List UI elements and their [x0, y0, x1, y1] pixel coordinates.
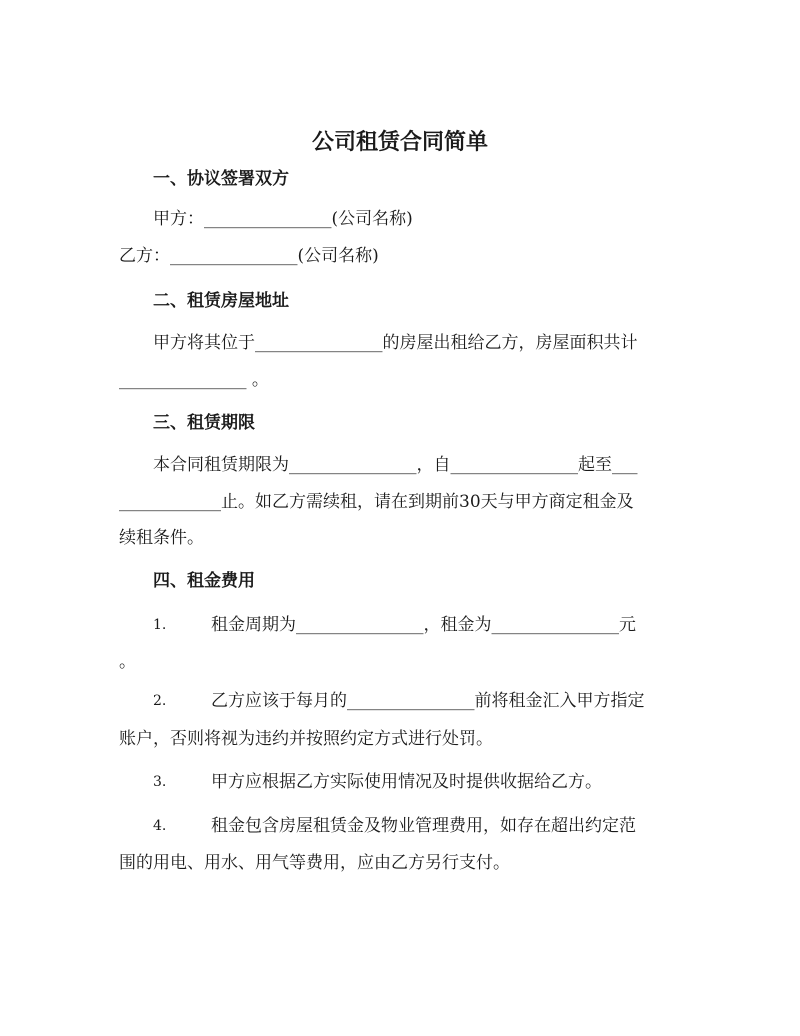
- rent-item-number: 3.: [153, 774, 167, 790]
- rent-item-4-line-1: 租金包含房屋租赁金及物业管理费用，如存在超出约定范: [211, 816, 636, 836]
- section-heading-address: 二、租赁房屋地址: [153, 291, 289, 311]
- section-heading-parties: 一、协议签署双方: [153, 169, 289, 189]
- document-title: 公司租赁合同简单: [311, 129, 488, 155]
- rent-item-2-line-2: 账户，否则将视为违约并按照约定方式进行处罚。: [119, 729, 493, 749]
- rent-item-2-line-1: 乙方应该于每月的_______________前将租金汇入甲方指定: [211, 691, 645, 711]
- party-b-line: 乙方：_______________(公司名称): [119, 246, 379, 266]
- term-line-2: ____________止。如乙方需续租，请在到期前30天与甲方商定租金及: [119, 492, 634, 512]
- term-line-3: 续租条件。: [119, 528, 204, 548]
- address-line-1: 甲方将其位于_______________的房屋出租给乙方，房屋面积共计: [153, 333, 638, 353]
- rent-item-number: 2.: [153, 693, 167, 709]
- party-a-line: 甲方：_______________(公司名称): [153, 209, 413, 229]
- rent-item-number: 1.: [153, 617, 167, 633]
- section-heading-rent: 四、租金费用: [153, 571, 255, 591]
- rent-item-4-line-2: 围的用电、用水、用气等费用，应由乙方另行支付。: [119, 853, 510, 873]
- term-line-1: 本合同租赁期限为_______________，自_______________起至___: [153, 455, 638, 475]
- rent-item-1-line-1: 租金周期为_______________，租金为_______________元: [211, 615, 636, 635]
- rent-item-number: 4.: [153, 818, 167, 834]
- section-heading-term: 三、租赁期限: [153, 413, 255, 433]
- rent-item-1-line-2: 。: [119, 652, 136, 672]
- rent-item-3-line-1: 甲方应根据乙方实际使用情况及时提供收据给乙方。: [211, 772, 602, 792]
- address-line-2: _______________ 。: [119, 370, 269, 390]
